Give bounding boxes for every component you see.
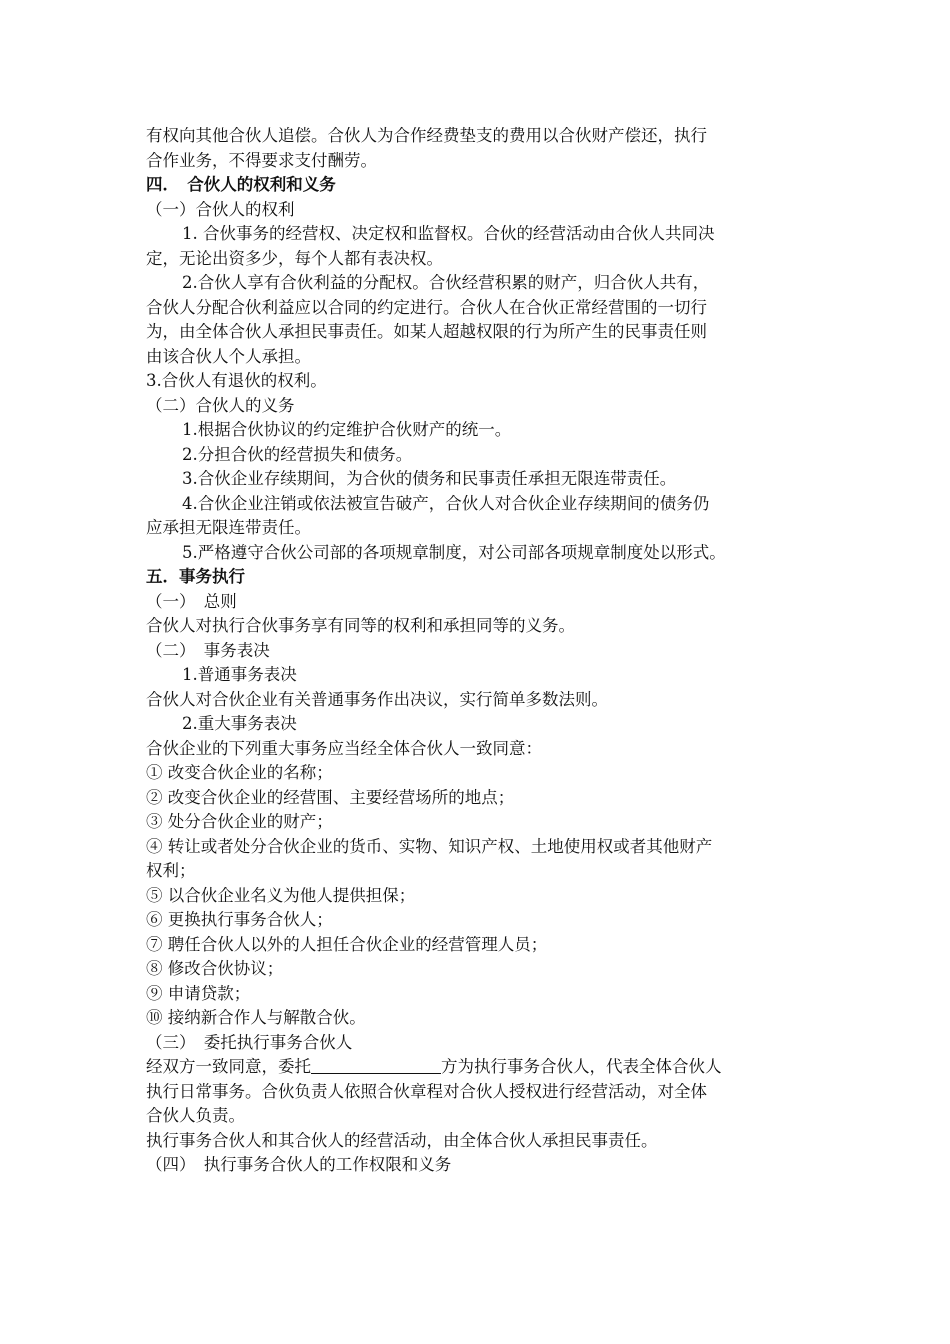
list-item: 2.重大事务表决 [182, 714, 297, 733]
paragraph-line: 应承担无限连带责任。 [146, 518, 311, 537]
paragraph-line: 由该合伙人个人承担。 [146, 346, 311, 366]
list-item: 1.根据合伙协议的约定维护合伙财产的统一。 [182, 420, 512, 439]
list-item: ⑥ 更换执行事务合伙人； [146, 910, 333, 929]
list-item: ⑧ 修改合伙协议； [146, 959, 284, 978]
list-item: ⑦ 聘任合伙人以外的人担任合伙企业的经营管理人员； [146, 934, 548, 954]
text-segment: 方为执行事务合伙人，代表全体合伙人 [441, 1057, 722, 1076]
paragraph-line: 3.合伙人有退伙的权利。 [146, 371, 327, 390]
text-segment: 经双方一致同意，委托 [146, 1057, 311, 1076]
section-heading-5: 五．事务执行 [146, 567, 245, 586]
list-item: ④ 转让或者处分合伙企业的货币、实物、知识产权、土地使用权或者其他财产 [146, 836, 713, 856]
list-item: ⑨ 申请贷款； [146, 983, 251, 1003]
paragraph-line: 权利； [146, 861, 196, 880]
paragraph-line: 合伙企业的下列重大事务应当经全体合伙人一致同意： [146, 738, 542, 758]
list-item: ⑤ 以合伙企业名义为他人提供担保； [146, 885, 416, 905]
list-item: 2.分担合伙的经营损失和债务。 [182, 444, 413, 464]
paragraph-line: 合作业务，不得要求支付酬劳。 [146, 150, 377, 170]
list-item: 3.合伙企业存续期间，为合伙的债务和民事责任承担无限连带责任。 [182, 469, 677, 488]
list-item: ⑩ 接纳新合作人与解散合伙。 [146, 1008, 366, 1027]
paragraph-line: 合伙人对合伙企业有关普通事务作出决议，实行简单多数法则。 [146, 689, 608, 709]
list-item: 1.普通事务表决 [182, 665, 297, 684]
paragraph-line-with-blank [146, 1055, 816, 1080]
list-item: ③ 处分合伙企业的财产； [146, 812, 333, 831]
paragraph-line: 有权向其他合伙人追偿。合伙人为合作经费垫支的费用以合伙财产偿还，执行 [146, 126, 707, 145]
list-item: ① 改变合伙企业的名称； [146, 763, 333, 782]
paragraph-line: 合伙人负责。 [146, 1106, 245, 1125]
list-item: 5.严格遵守合伙公司部的各项规章制度，对公司部各项规章制度处以形式。 [182, 542, 726, 562]
subsection-heading: （四） 执行事务合伙人的工作权限和义务 [146, 1155, 452, 1174]
subsection-heading: （二）合伙人的义务 [146, 395, 295, 415]
list-item: 4.合伙企业注销或依法被宣告破产，合伙人对合伙企业存续期间的债务仍 [182, 493, 710, 513]
paragraph-line: 1. 合伙事务的经营权、决定权和监督权。合伙的经营活动由合伙人共同决 [182, 224, 715, 243]
paragraph-line: 执行事务合伙人和其合伙人的经营活动，由全体合伙人承担民事责任。 [146, 1130, 658, 1150]
section-heading-4: 四． 合伙人的权利和义务 [146, 175, 336, 194]
subsection-heading: （一） 总则 [146, 591, 237, 611]
list-item: ② 改变合伙企业的经营围、主要经营场所的地点； [146, 787, 515, 807]
subsection-heading: （一）合伙人的权利 [146, 199, 295, 219]
subsection-heading: （三） 委托执行事务合伙人 [146, 1032, 353, 1052]
document-body [146, 124, 816, 1178]
fill-in-blank [311, 1056, 441, 1074]
subsection-heading: （二） 事务表决 [146, 640, 270, 660]
paragraph-line: 合伙人对执行合伙事务享有同等的权利和承担同等的义务。 [146, 616, 575, 635]
paragraph-line: 为，由全体合伙人承担民事责任。如某人超越权限的行为所产生的民事责任则 [146, 322, 707, 341]
paragraph-line: 定，无论出资多少，每个人都有表决权。 [146, 248, 443, 268]
paragraph-line: 执行日常事务。合伙负责人依照合伙章程对合伙人授权进行经营活动，对全体 [146, 1081, 707, 1101]
paragraph-line: 合伙人分配合伙利益应以合同的约定进行。合伙人在合伙正常经营围的一切行 [146, 297, 707, 317]
paragraph-line: 2.合伙人享有合伙利益的分配权。合伙经营积累的财产，归合伙人共有， [182, 273, 710, 292]
